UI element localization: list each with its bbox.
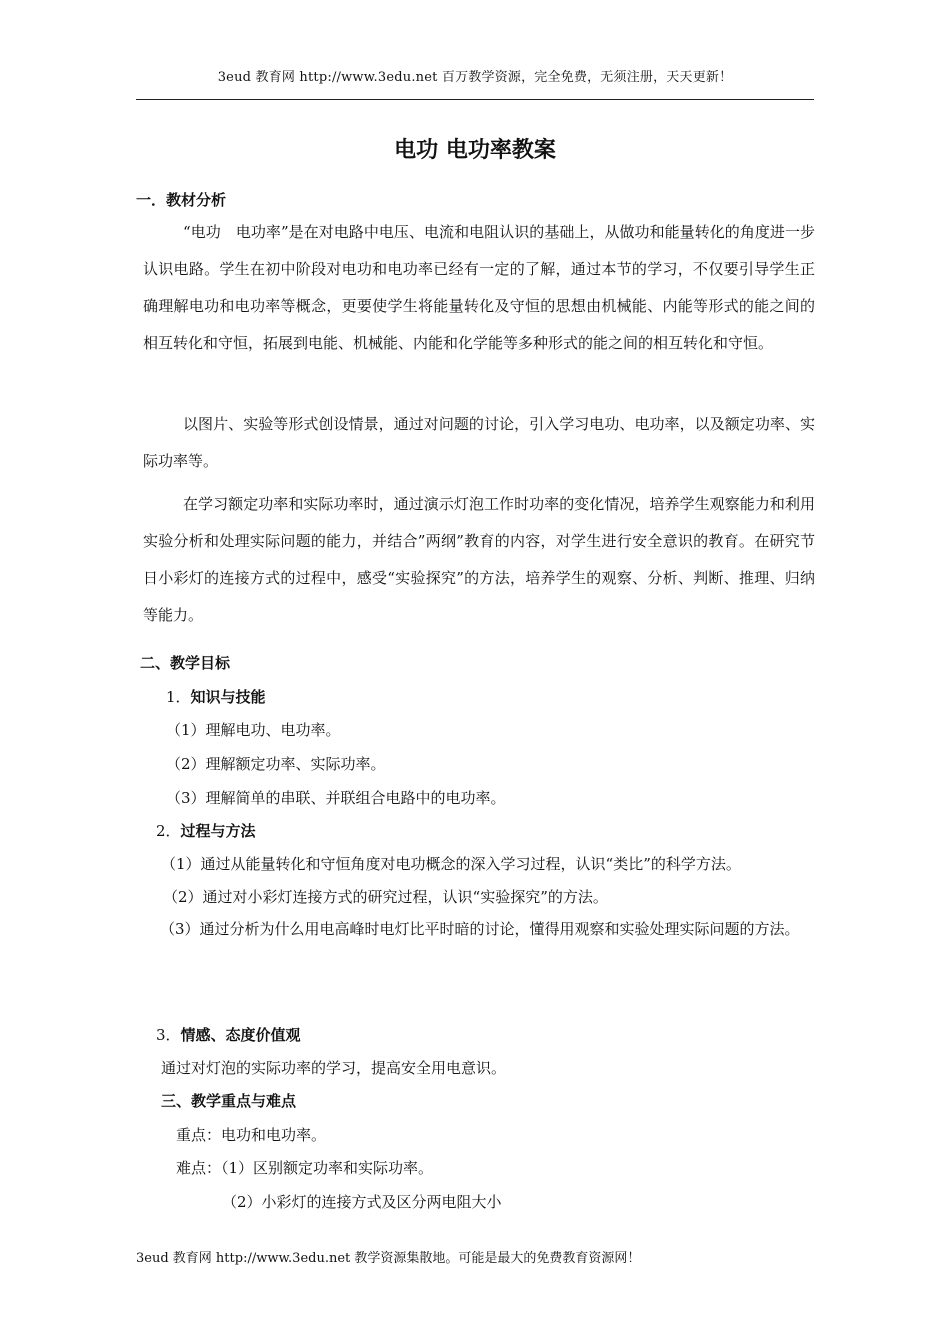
- document-title: 电功 电功率教案: [394, 138, 556, 163]
- list-item: （3）通过分析为什么用电高峰时电灯比平时暗的讨论，懂得用观察和实验处理实际问题的方法。: [160, 920, 800, 938]
- header-divider: [136, 99, 814, 100]
- subsection-number: 3．: [156, 1026, 181, 1044]
- paragraph: 以图片、实验等形式创设情景，通过对问题的讨论，引入学习电功、电功率，以及额定功率、实际功率等。: [143, 415, 815, 470]
- subsection-heading-process: [156, 820, 256, 841]
- section-heading-focus: 三、教学重点与难点: [161, 1092, 297, 1110]
- subsection-title: 知识与技能: [190, 688, 266, 706]
- list-item: （1）理解电功、电功率。: [166, 721, 341, 739]
- list-item: （2）理解额定功率、实际功率。: [166, 755, 386, 773]
- list-item: （2）通过对小彩灯连接方式的研究过程，认识“实验探究”的方法。: [163, 888, 608, 906]
- list-item: （1）通过从能量转化和守恒角度对电功概念的深入学习过程，认识“类比”的科学方法。: [161, 855, 741, 873]
- paragraph: 在学习额定功率和实际功率时，通过演示灯泡工作时功率的变化情况，培养学生观察能力和利用实验分析和处理实际问题的能力，并结合”两纲”教育的内容，对学生进行安全意识的教育。在研究节日小彩灯的连接方式的过程中，感受“实验探究”的方法，培养学生的观察、分析、判断、推理、归纳等能力。: [143, 495, 815, 624]
- subsection-title: 过程与方法: [180, 822, 256, 840]
- subsection-number: 2．: [156, 822, 181, 840]
- section-heading-objectives: 二、教学目标: [140, 654, 231, 672]
- section-heading-analysis: 一．教材分析: [136, 191, 227, 209]
- subsection-title: 情感、态度价值观: [180, 1026, 301, 1044]
- subsection-heading-attitude: [156, 1024, 301, 1045]
- list-item: （3）理解简单的串联、并联组合电路中的电功率。: [166, 789, 506, 807]
- list-item: 通过对灯泡的实际功率的学习，提高安全用电意识。: [161, 1059, 507, 1077]
- key-point: 重点：电功和电功率。: [176, 1126, 327, 1144]
- page-footer: 3eud 教育网 http://www.3edu.net 教学资源集散地。可能是最大的免费教育资源网！: [136, 1251, 641, 1266]
- page-header: 3eud 教育网 http://www.3edu.net 百万教学资源，完全免费，无须注册，天天更新！: [217, 70, 733, 85]
- subsection-heading-knowledge: [166, 686, 266, 707]
- paragraph: “电功 电功率”是在对电路中电压、电流和电阻认识的基础上，从做功和能量转化的角度进一步认识电路。学生在初中阶段对电功和电功率已经有一定的了解，通过本节的学习，不仅要引导学生正确理解电功和电功率等概念，更要使学生将能量转化及守恒的思想由机械能、内能等形式的能之间的相互转化和守恒，拓展到电能、机械能、内能和化学能等多种形式的能之间的相互转化和守恒。: [143, 223, 815, 352]
- difficult-point: （2）小彩灯的连接方式及区分两电阻大小: [222, 1193, 502, 1211]
- subsection-number: 1．: [166, 688, 191, 706]
- difficult-point: 难点：（1）区别额定功率和实际功率。: [176, 1159, 434, 1177]
